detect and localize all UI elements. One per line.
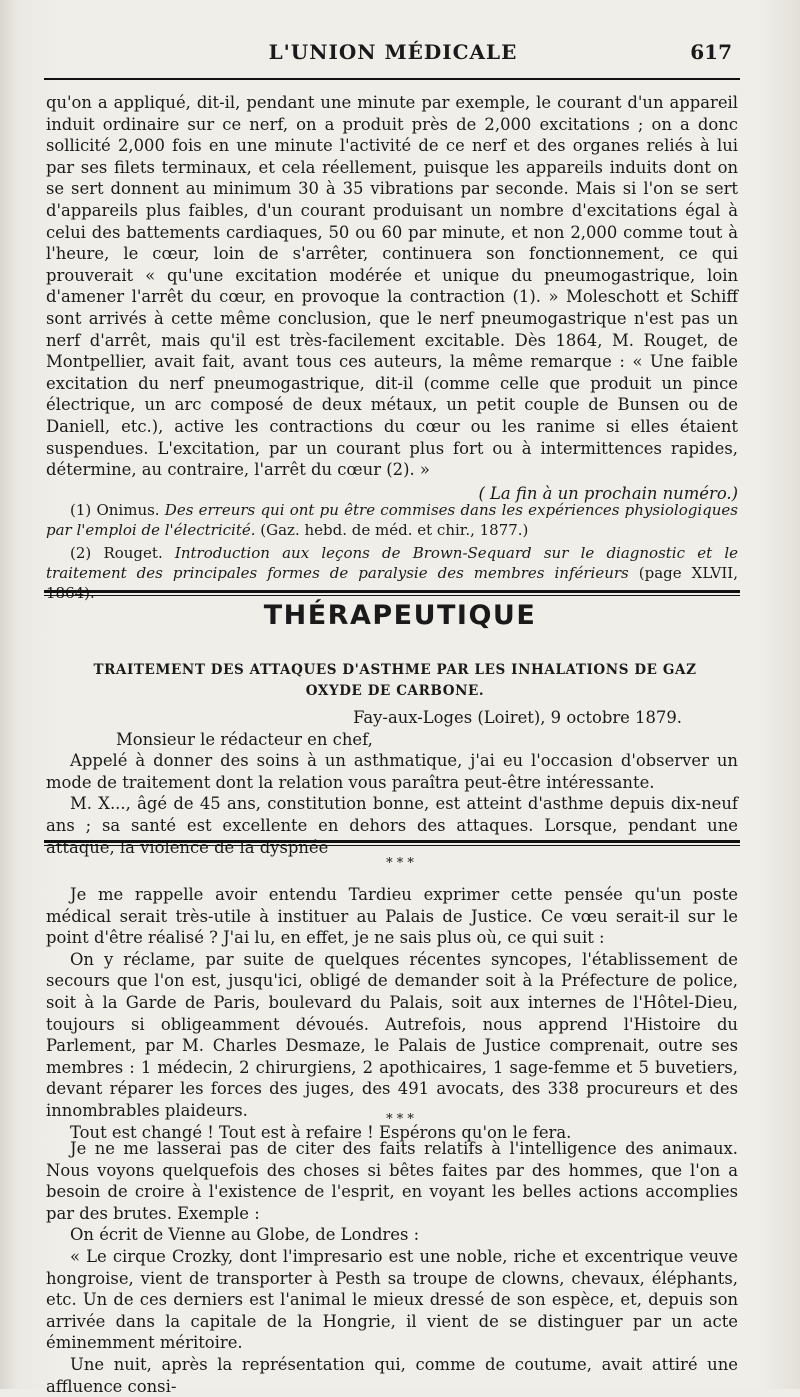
footnote-marker: (2) Rouget. xyxy=(70,544,163,562)
article-paragraph: qu'on a appliqué, dit-il, pendant une minute par exemple, le courant d'un appareil induit ordinaire sur ce nerf, on a produit près de 2,000 excitations ; on a donc sollicité 2,000 fois en une minute l'activité de ce nerf et des organes reliés à lui par ses filets terminaux, et cela réellement, puisque les appareils induits dont on se sert donnent au minimum 30 à 35 vibrations par seconde. Mais si l'on se sert d'appareils plus faibles, d'un courant produisant un nombre d'excitations égal à celui des battements cardiaques, 50 ou 60 par minute, et non 2,000 comme tout à l'heure, le cœur, loin de s'arrêter, continuera son fonctionnement, ce qui prouverait « qu'une excitation modérée et unique du pneumogastrique, loin d'amener l'arrêt du cœur, en provoque la contraction (1). » Moleschott et Schiff sont arrivés à cette même conclusion, que le nerf pneumogastrique n'est pas un nerf d'arrêt, mais qu'il est très-facilement excitable. Dès 1864, M. Rouget, de Montpellier, avait fait, avant tous ces auteurs, la même remarque : « Une faible excitation du nerf pneumogastrique, dit-il (comme celle que produit un pince électrique, un arc composé de deux métaux, un petit couple de Bunsen ou de Daniell, etc.), active les contractions du cœur ou les ranime si elles étaient suspendues. L'excitation, par un courant plus fort ou à intermittences rapides, détermine, au contraire, l'arrêt du cœur (2). » xyxy=(46,93,738,480)
footnote-1 xyxy=(46,500,738,540)
section-heading: THÉRAPEUTIQUE xyxy=(263,600,537,631)
article-paragraph: Tout est changé ! Tout est à refaire ! Espérons qu'on le fera. xyxy=(70,1122,572,1142)
header-rule xyxy=(44,78,740,80)
article-paragraph: On écrit de Vienne au Globe, de Londres : xyxy=(70,1225,420,1245)
page-header xyxy=(48,40,738,76)
article-paragraph: Appelé à donner des soins à un asthmatique, j'ai eu l'occasion d'observer un mode de traitement dont la relation vous paraîtra peut-être intéressante. xyxy=(46,751,738,792)
miscellany-first xyxy=(46,884,738,1143)
article-paragraph: On y réclame, par suite de quelques récentes syncopes, l'établissement de secours que l'on est, jusqu'ici, obligé de demander soit à la Préfecture de police, soit à la Garde de Paris, boulevard du Palais, soit aux internes de l'Hôtel-Dieu, toujours si obligeamment dévoués. Autrefois, nous apprend l'Histoire du Parlement, par M. Charles Desmaze, le Palais de Justice comprenait, outre ses membres : 1 médecin, 2 chirurgiens, 2 apothicaires, 1 sage-femme et 5 buvetiers, devant réparer les forces des juges, des 491 avocats, des 338 procureurs et des innombrables plaideurs. xyxy=(46,949,738,1120)
article-paragraph: Je me rappelle avoir entendu Tardieu exprimer cette pensée qu'un poste médical serait très-utile à instituer au Palais de Justice. Ce vœu serait-il sur le point d'être réalisé ? J'ai lu, en effet, je ne sais plus où, ce qui suit : xyxy=(46,885,738,948)
running-title: L'UNION MÉDICALE xyxy=(268,40,518,64)
footnote-source: (page XLVII, 1864). xyxy=(46,564,738,602)
footnotes xyxy=(46,500,738,603)
article-paragraph: « Le cirque Crozky, dont l'impresario est une noble, riche et excentrique veuve hongroise, vient de transporter à Pesth sa troupe de clowns, chevaux, éléphants, etc. Un de ces derniers est l'animal le mieux dressé de son espèce, et, depuis son arrivée dans la capitale de la Hongrie, il vient de se distinguer par un acte éminemment méritoire. xyxy=(46,1246,738,1353)
section-divider xyxy=(44,840,740,846)
therapeutics-article xyxy=(46,707,738,858)
asterism: * * * xyxy=(386,856,414,871)
miscellany-second xyxy=(46,1138,738,1397)
page-number: 617 xyxy=(690,40,732,64)
continued-article xyxy=(46,92,738,504)
article-paragraph: Je ne me lasserai pas de citer des faits relatifs à l'intelligence des animaux. Nous voyons quelquefois des choses si bêtes faites par des hommes, que l'on a besoin de croire à l'existence de l'esprit, en voyant les belles actions accomplies par des brutes. Exemple : xyxy=(46,1139,738,1223)
salutation: Monsieur le rédacteur en chef, xyxy=(116,729,373,749)
section-divider xyxy=(44,590,740,596)
article-title: TRAITEMENT DES ATTAQUES D'ASTHME PAR LES INHALATIONS DE GAZ OXYDE DE CARBONE. xyxy=(93,662,697,699)
article-paragraph: Une nuit, après la représentation qui, comme de coutume, avait attiré une affluence consi- xyxy=(46,1354,738,1396)
to-be-continued: ( La fin à un prochain numéro.) xyxy=(478,483,738,503)
dateline: Fay-aux-Loges (Loiret), 9 octobre 1879. xyxy=(353,708,682,727)
footnote-marker: (1) Onimus. xyxy=(70,501,160,519)
footnote-title: Des erreurs qui ont pu être commises dans les expériences physiologiques par l'emploi de l'électricité. xyxy=(46,501,738,539)
asterism: * * * xyxy=(386,1112,414,1127)
footnote-title: Introduction aux leçons de Brown-Sequard sur le diagnostic et le traitement des principales formes de paralysie des membres inférieurs xyxy=(46,544,738,582)
footnote-source: (Gaz. hebd. de méd. et chir., 1877.) xyxy=(260,521,529,539)
article-paragraph: M. X..., âgé de 45 ans, constitution bonne, est atteint d'asthme depuis dix-neuf ans ; sa santé est excellente en dehors des attaques. Lorsque, pendant une attaque, la violence de la dyspnée xyxy=(46,794,738,857)
